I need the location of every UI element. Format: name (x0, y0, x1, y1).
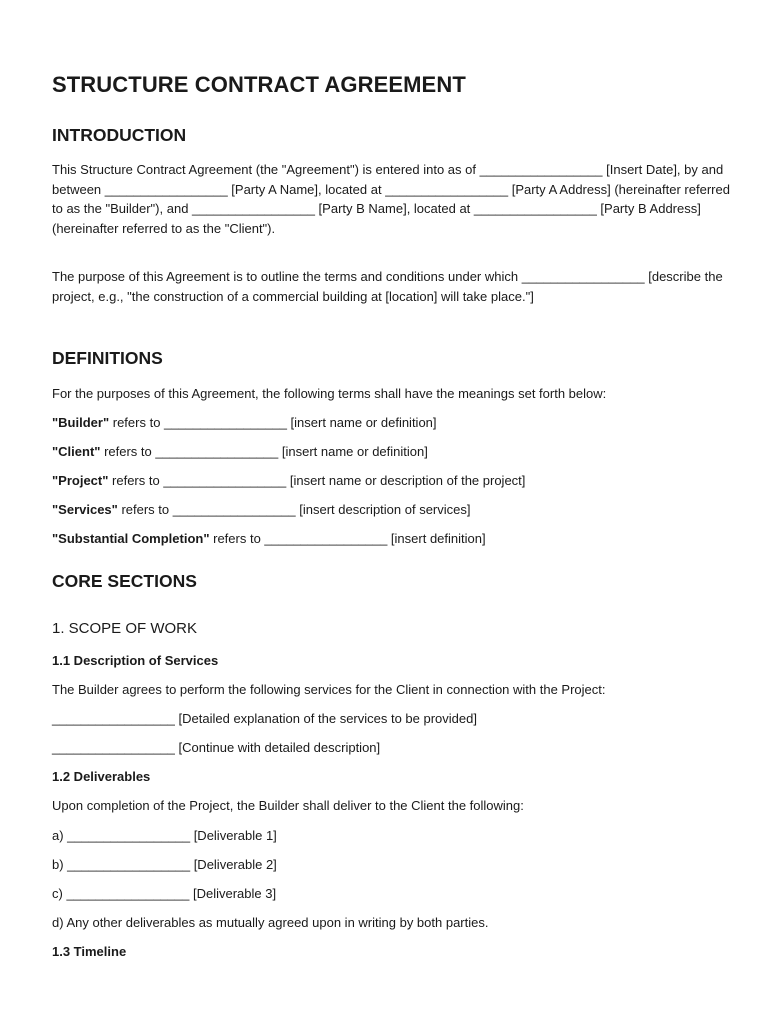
definition-term: "Substantial Completion" (52, 531, 210, 546)
document-title: STRUCTURE CONTRACT AGREEMENT (52, 72, 466, 97)
definition-term: "Project" (52, 473, 109, 488)
definitions-heading: DEFINITIONS (52, 348, 163, 368)
definition-term: "Client" (52, 444, 101, 459)
introduction-paragraph-2: The purpose of this Agreement is to outline the terms and conditions under which _________________ [describe the project, e.g., "the construction of a commercial building at [location] will take place."] (52, 269, 723, 304)
definition-text: refers to _________________ [insert name or description of the project] (108, 473, 526, 488)
subsection-1-2-intro: Upon completion of the Project, the Builder shall deliver to the Client the following: (52, 798, 524, 813)
services-line: _________________ [Continue with detailed description] (52, 740, 381, 755)
core-sections-heading: CORE SECTIONS (52, 571, 197, 591)
definition-term: "Services" (52, 502, 118, 517)
definition-item-services (52, 500, 471, 519)
definition-item-client (52, 442, 428, 461)
definition-text: refers to _________________ [insert name or definition] (109, 415, 437, 430)
definition-text: refers to _________________ [insert name or definition] (100, 444, 428, 459)
definition-text: refers to _________________ [insert definition] (209, 531, 486, 546)
introduction-paragraph-1: This Structure Contract Agreement (the "Agreement") is entered into as of _________________ [Insert Date], by and between _________________ [Party A Name], located at _________________ [Party A Address] (hereinafter referred to as the "Builder"), and _________________ [Party B Name], located at _________________ [Party B Address] (hereinafter referred to as the "Client"). (52, 162, 730, 237)
definition-term: "Builder" (52, 415, 110, 430)
definitions-intro: For the purposes of this Agreement, the following terms shall have the meanings set forth below: (52, 386, 607, 401)
introduction-heading: INTRODUCTION (52, 125, 187, 145)
definition-item-builder (52, 413, 437, 432)
deliverable-item: c) _________________ [Deliverable 3] (52, 886, 277, 901)
definition-item-substantial-completion (52, 529, 486, 548)
subsection-1-2-heading: 1.2 Deliverables (52, 769, 151, 784)
services-line: _________________ [Detailed explanation of the services to be provided] (52, 711, 477, 726)
subsection-1-3-heading: 1.3 Timeline (52, 944, 127, 959)
subsection-1-1-heading: 1.1 Description of Services (52, 653, 219, 668)
definition-text: refers to _________________ [insert description of services] (117, 502, 471, 517)
section-1-heading: 1. SCOPE OF WORK (52, 620, 198, 637)
deliverable-item: b) _________________ [Deliverable 2] (52, 857, 277, 872)
definition-item-project (52, 471, 525, 490)
deliverable-item: a) _________________ [Deliverable 1] (52, 828, 277, 843)
subsection-1-1-intro: The Builder agrees to perform the following services for the Client in connection with the Project: (52, 682, 606, 697)
deliverable-item: d) Any other deliverables as mutually agreed upon in writing by both parties. (52, 915, 489, 930)
